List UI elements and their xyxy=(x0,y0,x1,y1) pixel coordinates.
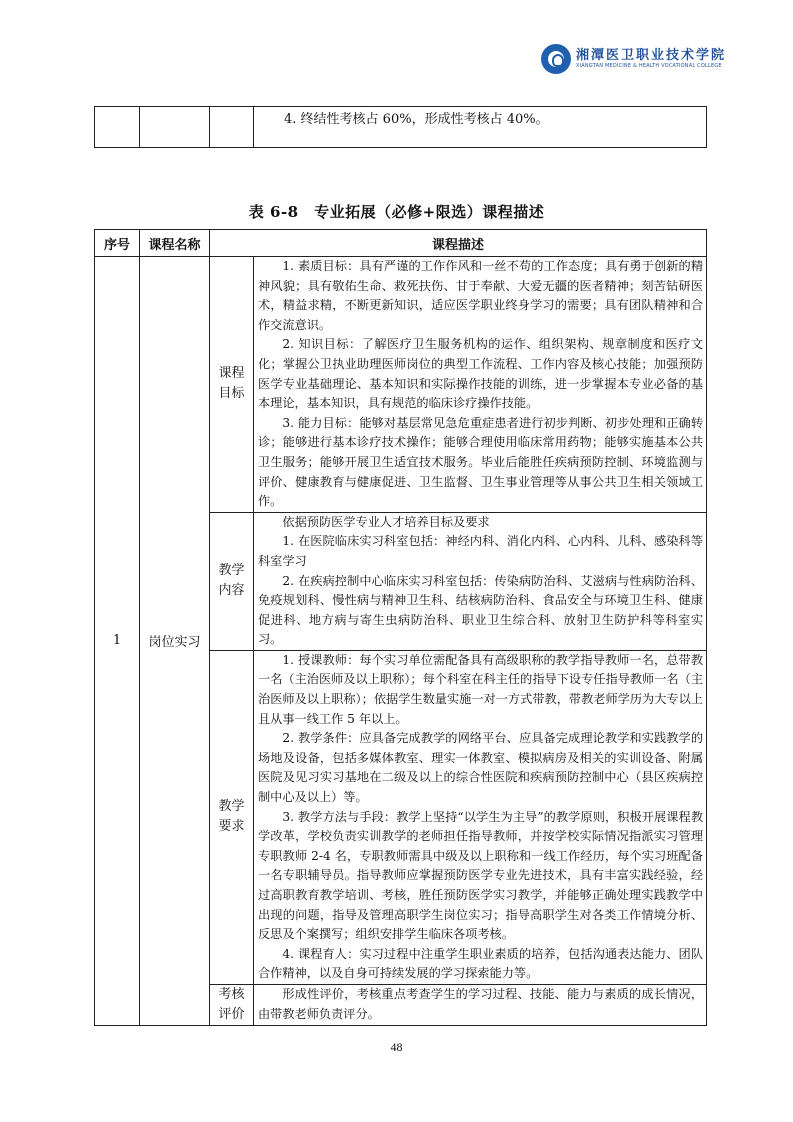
college-seal-icon xyxy=(541,44,571,74)
row-course-name: 岗位实习 xyxy=(140,257,210,1026)
section-content-teaching-content xyxy=(254,512,707,650)
college-name-en: XIANGTAN MEDICINE & HEALTH VOCATIONAL COLLEGE xyxy=(576,63,722,69)
paragraph: 3. 能力目标：能够对基层常见急危重症患者进行初步判断、初步处理和正确转诊；能够进行基本诊疗技术操作；能够合理使用临床常用药物；能够实施基本公共卫生服务；能够开展卫生适宜技术服务。毕业后能胜任疾病预防控制、环境监测与评价、健康教育与健康促进、卫生监督、卫生事业管理等从事公共卫生相关领域工作。 xyxy=(258,415,704,509)
paragraph: 2. 教学条件：应具备完成教学的网络平台、应具备完成理论教学和实践教学的场地及设备，包括多媒体教室、理实一体教室、模拟病房及相关的实训设备、附属医院及见习实习基地在二级及以上的综合性医院和疾病预防控制中心（县区疾病控制中心及以上）等。 xyxy=(258,731,704,805)
paragraph: 4. 课程育人：实习过程中注重学生职业素质的培养，包括沟通表达能力、团队合作精神，以及自身可持续发展的学习探索能力等。 xyxy=(258,946,704,981)
row-index: 1 xyxy=(95,257,140,1026)
assessment-ratio-text: 4. 终结性考核占 60%，形成性考核占 40%。 xyxy=(254,107,707,148)
empty-cell xyxy=(95,107,140,148)
section-content-teaching-requirements xyxy=(254,650,707,984)
section-label-course-objectives xyxy=(210,257,254,513)
section-content-course-objectives xyxy=(254,257,707,513)
table-caption: 表 6-8 专业拓展（必修+限选）课程描述 xyxy=(248,203,545,221)
paragraph: 1. 授课教师：每个实习单位需配备具有高级职称的教学指导教师一名，总带教一名（主治医师及以上职称）；每个科室在科主任的指导下设专任指导教师一名（主治医师及以上职称）；依据学生数量实施一对一方式带教，带教老师学历为大专以上且从事一线工作 5 年以上。 xyxy=(258,652,704,726)
section-label-text: 教学要求 xyxy=(218,799,245,835)
section-label-teaching-content xyxy=(210,512,254,650)
paragraph: 依据预防医学专业人才培养目标及要求 xyxy=(282,514,490,529)
paragraph: 1. 在医院临床实习科室包括：神经内科、消化内科、心内科、儿科、感染科等科室学习 xyxy=(258,534,704,568)
section-label-text: 考核评价 xyxy=(218,986,245,1022)
empty-cell xyxy=(210,107,254,148)
college-logo-text xyxy=(576,48,726,70)
table-row xyxy=(95,257,707,513)
section-label-assessment xyxy=(210,984,254,1025)
paragraph: 1. 素质目标：具有严谨的工作作风和一丝不苟的工作态度；具有勇于创新的精神风貌；具有敬佑生命、救死扶伤、甘于奉献、大爱无疆的医者精神；刻苦钻研医术，精益求精，不断更新知识，适应医学职业终身学习的需要；具有团队精神和合作交流意识。 xyxy=(258,259,704,332)
course-description-table xyxy=(94,229,707,1026)
section-content-assessment xyxy=(254,984,707,1025)
header-course-description: 课程描述 xyxy=(210,230,707,257)
section-label-teaching-requirements xyxy=(210,650,254,984)
college-logo xyxy=(541,44,726,74)
header-index: 序号 xyxy=(95,230,140,257)
table-header-row xyxy=(95,230,707,257)
paragraph: 2. 在疾病控制中心临床实习科室包括：传染病防治科、艾滋病与性病防治科、免疫规划科、慢性病与精神卫生科、结核病防治科、食品安全与环境卫生科、健康促进科、地方病与寄生虫病防治科、职业卫生综合科、放射卫生防护科等科室实习。 xyxy=(258,573,704,647)
table-row xyxy=(95,107,707,148)
continuation-table xyxy=(94,106,707,148)
page-number: 48 xyxy=(390,1040,403,1054)
section-label-text: 课程目标 xyxy=(218,366,245,402)
college-name-cn: 湘潭医卫职业技术学院 xyxy=(576,48,727,63)
paragraph: 3. 教学方法与手段：教学上坚持“以学生为主导”的教学原则，积极开展课程教学改革，学校负责实训教学的老师担任指导教师，并按学校实际情况指派实习管理专职教师 2-4 名，专职教师需具中级及以上职称和一线工作经历，每个实习班配备一名专职辅导员。指导教师应掌握预防医学专业先进技术，具有丰富实践经验，经过高职教育教学培训、考核，胜任预防医学实习教学，并能够正确处理实践教学中出现的问题，指导及管理高职学生岗位实习；指导高职学生对各类工作情境分析、反思及个案撰写；组织安排学生临床各项考核。 xyxy=(258,809,704,942)
paragraph: 2. 知识目标：了解医疗卫生服务机构的运作、组织架构、规章制度和医疗文化；掌握公卫执业助理医师岗位的典型工作流程、工作内容及核心技能；加强预防医学专业基础理论、基本知识和实际操作技能的训练，进一步掌握本专业必备的基本理论，基本知识，具有规范的临床诊疗操作技能。 xyxy=(258,337,704,411)
empty-cell xyxy=(140,107,210,148)
section-label-text: 教学内容 xyxy=(218,563,245,599)
paragraph: 形成性评价，考核重点考查学生的学习过程、技能、能力与素质的成长情况，由带教老师负责评分。 xyxy=(258,986,704,1021)
header-course-name: 课程名称 xyxy=(140,230,210,257)
